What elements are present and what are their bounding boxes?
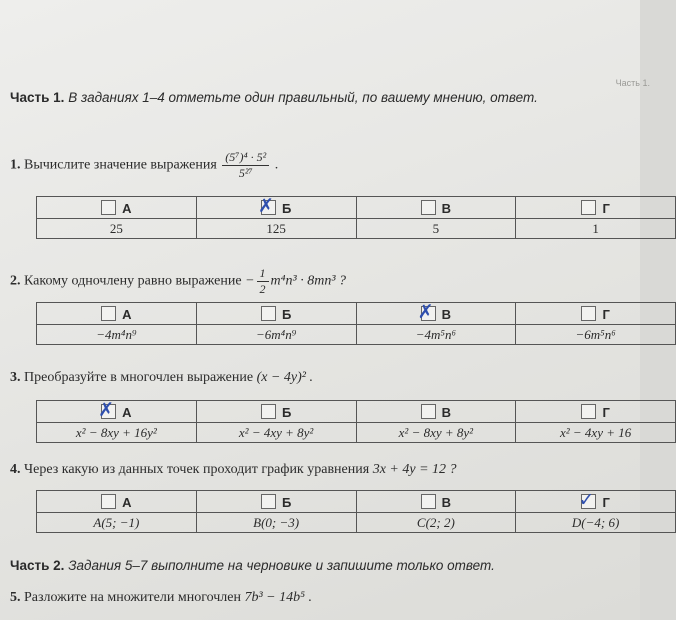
option-cell[interactable]: А: [37, 303, 197, 325]
part2-instruction: Задания 5–7 выполните на черновике и запишите только ответ.: [68, 558, 495, 573]
cross-mark-icon: ✗: [98, 398, 115, 421]
part2-heading: Часть 2. Задания 5–7 выполните на черновике и запишите только ответ.: [10, 558, 495, 573]
question-4-expression: 3x + 4y = 12 ?: [372, 462, 457, 477]
option-value: −4m⁴n⁹: [37, 325, 197, 345]
question-3-expression: (x − 4y)² .: [256, 370, 313, 385]
question-1-text: Вычислите значение выражения: [24, 157, 217, 173]
question-4: 4. Через какую из данных точек проходит график уравнения 3x + 4y = 12 ?: [10, 462, 457, 477]
checkbox[interactable]: [261, 494, 276, 509]
answer-table-3: [36, 400, 676, 443]
question-5: 5. Разложите на множители многочлен 7b³ − 14b⁵ .: [10, 590, 312, 605]
option-cell[interactable]: Б: [196, 491, 356, 513]
answer-table-1: [36, 196, 676, 239]
option-cell[interactable]: Б: [196, 401, 356, 423]
checkbox[interactable]: [421, 494, 436, 509]
option-value: B(0; −3): [196, 513, 356, 533]
option-cell[interactable]: Г: [516, 303, 676, 325]
option-value: 25: [37, 219, 197, 239]
option-cell[interactable]: ✗ Б: [196, 197, 356, 219]
option-value: C(2; 2): [356, 513, 516, 533]
option-cell[interactable]: А: [37, 197, 197, 219]
option-value: D(−4; 6): [516, 513, 676, 533]
option-cell[interactable]: Г: [516, 401, 676, 423]
question-4-text: Через какую из данных точек проходит график уравнения: [24, 462, 370, 477]
checkbox[interactable]: [421, 404, 436, 419]
option-cell[interactable]: ✗ В: [356, 303, 516, 325]
question-2-fraction: $\frac{1}{2}$: [257, 266, 269, 297]
question-2: 2. Какому одночлену равно выражение − $\frac{1}{2}$ m⁴n³ · 8mn³ ?: [10, 266, 347, 296]
option-value: −4m⁵n⁶: [356, 325, 516, 345]
checkbox[interactable]: [581, 306, 596, 321]
faint-header-text: Часть 1.: [615, 78, 650, 88]
checkbox[interactable]: [101, 494, 116, 509]
option-value: x² − 4xy + 16: [516, 423, 676, 443]
option-value: x² − 8xy + 8y²: [356, 423, 516, 443]
checkbox[interactable]: [101, 200, 116, 215]
option-cell[interactable]: Б: [196, 303, 356, 325]
part1-instruction: В заданиях 1–4 отметьте один правильный, по вашему мнению, ответ.: [68, 90, 538, 105]
option-cell[interactable]: ✗ А: [37, 401, 197, 423]
checkbox[interactable]: [581, 200, 596, 215]
checkbox[interactable]: [261, 306, 276, 321]
cross-mark-icon: ✗: [417, 300, 434, 323]
question-5-text: Разложите на множители многочлен: [24, 590, 241, 605]
question-5-expression: 7b³ − 14b⁵ .: [244, 590, 312, 605]
question-1-fraction: $\frac{\text{(5⁷)⁴ · 5²}}{\text{5²⁷}}$: [222, 150, 269, 181]
question-1: 1. Вычислите значение выражения $\frac{\text{(5⁷)⁴ · 5²}}{\text{5²⁷}}$ .: [10, 150, 279, 180]
answer-table-4: [36, 490, 676, 533]
answer-table-2: [36, 302, 676, 345]
option-cell[interactable]: В: [356, 197, 516, 219]
check-mark-icon: ✓: [578, 488, 595, 511]
checkbox[interactable]: [101, 306, 116, 321]
checkbox[interactable]: [261, 404, 276, 419]
option-value: x² − 4xy + 8y²: [196, 423, 356, 443]
question-2-text: Какому одночлену равно выражение: [24, 273, 242, 289]
option-cell[interactable]: ✓ Г: [516, 491, 676, 513]
question-3: 3. Преобразуйте в многочлен выражение (x − 4y)² .: [10, 370, 313, 385]
option-value: 125: [196, 219, 356, 239]
option-cell[interactable]: Г: [516, 197, 676, 219]
option-cell[interactable]: В: [356, 491, 516, 513]
checkbox[interactable]: [421, 200, 436, 215]
cross-mark-icon: ✗: [257, 194, 274, 217]
option-value: x² − 8xy + 16y²: [37, 423, 197, 443]
option-value: −6m⁵n⁶: [516, 325, 676, 345]
option-value: −6m⁴n⁹: [196, 325, 356, 345]
option-cell[interactable]: А: [37, 491, 197, 513]
option-value: 5: [356, 219, 516, 239]
option-value: A(5; −1): [37, 513, 197, 533]
checkbox[interactable]: [581, 404, 596, 419]
question-3-text: Преобразуйте в многочлен выражение: [24, 370, 254, 385]
option-cell[interactable]: В: [356, 401, 516, 423]
option-value: 1: [516, 219, 676, 239]
part1-heading: Часть 1. В заданиях 1–4 отметьте один правильный, по вашему мнению, ответ.: [10, 90, 538, 105]
